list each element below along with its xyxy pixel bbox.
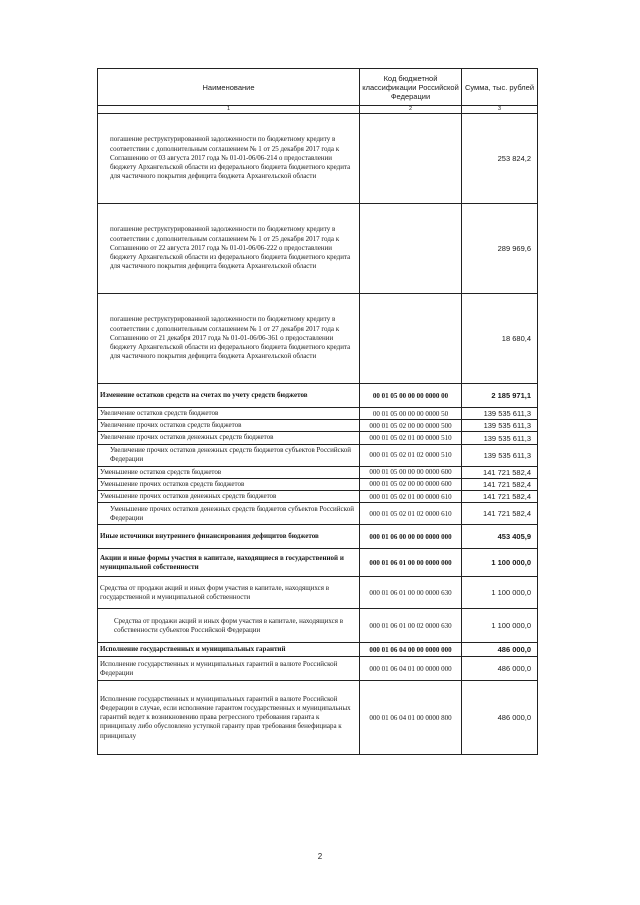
row-name: Увеличение остатков средств бюджетов [98, 408, 360, 420]
table-row [98, 444, 538, 466]
table-row [98, 609, 538, 643]
column-number: 2 [360, 106, 462, 114]
row-amount: 141 721 582,4 [462, 478, 538, 490]
row-code: 00 01 05 00 00 00 0000 00 [360, 384, 462, 408]
row-amount: 486 000,0 [462, 681, 538, 755]
row-name: Средства от продажи акций и иных форм участия в капитале, находящихся в собственности субъектов Российской Федерации [98, 609, 360, 643]
row-amount: 1 100 000,0 [462, 577, 538, 609]
row-name: погашение реструктурированной задолженности по бюджетному кредиту в соответствии с дополнительным соглашением № 1 от 25 декабря 2017 года к Соглашению от 03 августа 2017 года № 01-01-06/06-214 о предоставлении бюджету Архангельской области из федерального бюджета бюджетного кредита для частичного покрытия дефицита бюджета Архангельской области [98, 114, 360, 204]
row-name: Исполнение государственных и муниципальных гарантий [98, 643, 360, 657]
table-row [98, 491, 538, 503]
row-amount: 289 969,6 [462, 204, 538, 294]
table-row [98, 657, 538, 681]
row-code: 000 01 05 02 01 00 0000 510 [360, 432, 462, 444]
row-amount: 253 824,2 [462, 114, 538, 204]
table-row [98, 408, 538, 420]
row-amount: 141 721 582,4 [462, 466, 538, 478]
row-name: Изменение остатков средств на счетах по учету средств бюджетов [98, 384, 360, 408]
table-row [98, 643, 538, 657]
row-code: 000 01 06 04 01 00 0000 800 [360, 681, 462, 755]
header-name: Наименование [98, 69, 360, 106]
column-number: 3 [462, 106, 538, 114]
column-number: 1 [98, 106, 360, 114]
row-amount: 453 405,9 [462, 525, 538, 549]
row-name: погашение реструктурированной задолженности по бюджетному кредиту в соответствии с дополнительным соглашением № 1 от 25 декабря 2017 года к Соглашению от 22 августа 2017 года № 01-01-06/06-222 о предоставлении бюджету Архангельской области из федерального бюджета бюджетного кредита для частичного покрытия дефицита бюджета Архангельской области [98, 204, 360, 294]
row-name: Увеличение прочих остатков денежных средств бюджетов [98, 432, 360, 444]
row-code [360, 204, 462, 294]
row-amount: 139 535 611,3 [462, 432, 538, 444]
header-code: Код бюджетной классификации Российской Федерации [360, 69, 462, 106]
row-amount: 139 535 611,3 [462, 444, 538, 466]
row-name: погашение реструктурированной задолженности по бюджетному кредиту в соответствии с дополнительным соглашением № 1 от 27 декабря 2017 года к Соглашению от 21 декабря 2017 года № 01-01-06/06-361 о предоставлении бюджету Архангельской области из федерального бюджета бюджетного кредита для частичного покрытия дефицита бюджета Архангельской области [98, 294, 360, 384]
row-name: Исполнение государственных и муниципальных гарантий в валюте Российской Федерации [98, 657, 360, 681]
table-row [98, 466, 538, 478]
row-amount: 1 100 000,0 [462, 549, 538, 577]
row-name: Средства от продажи акций и иных форм участия в капитале, находящихся в государственной и муниципальной собственности [98, 577, 360, 609]
table-row [98, 294, 538, 384]
row-name: Уменьшение прочих остатков денежных средств бюджетов субъектов Российской Федерации [98, 503, 360, 525]
row-code [360, 114, 462, 204]
row-code: 000 01 06 01 00 02 0000 630 [360, 609, 462, 643]
row-name: Уменьшение прочих остатков средств бюджетов [98, 478, 360, 490]
row-code: 000 01 06 01 00 00 0000 630 [360, 577, 462, 609]
row-code: 000 01 06 01 00 00 0000 000 [360, 549, 462, 577]
row-amount: 486 000,0 [462, 643, 538, 657]
row-code: 000 01 05 02 01 02 0000 510 [360, 444, 462, 466]
row-code: 000 01 05 02 01 00 0000 610 [360, 491, 462, 503]
row-name: Увеличение прочих остатков средств бюджетов [98, 420, 360, 432]
table-row [98, 503, 538, 525]
row-amount: 139 535 611,3 [462, 420, 538, 432]
row-code: 000 01 05 02 00 00 0000 600 [360, 478, 462, 490]
row-code [360, 294, 462, 384]
row-code: 000 01 05 02 00 00 0000 500 [360, 420, 462, 432]
table-row [98, 432, 538, 444]
row-name: Увеличение прочих остатков денежных средств бюджетов субъектов Российской Федерации [98, 444, 360, 466]
row-name: Исполнение государственных и муниципальных гарантий в валюте Российской Федерации в случае, если исполнение гарантом государственных и муниципальных гарантий ведет к возникновению права регрессного требования гаранта к принципалу либо обусловлено уступкой гаранту прав требования бенефициара к принципалу [98, 681, 360, 755]
row-code: 000 01 05 00 00 00 0000 600 [360, 466, 462, 478]
table-row [98, 549, 538, 577]
row-code: 000 01 06 04 00 00 0000 000 [360, 643, 462, 657]
table-header-row [98, 69, 538, 106]
page-number: 2 [317, 852, 323, 861]
row-amount: 1 100 000,0 [462, 609, 538, 643]
row-code: 000 01 06 04 01 00 0000 000 [360, 657, 462, 681]
table-row [98, 525, 538, 549]
row-name: Акции и иные формы участия в капитале, находящиеся в государственной и муниципальной собственности [98, 549, 360, 577]
row-name: Иные источники внутреннего финансирования дефицитов бюджетов [98, 525, 360, 549]
row-amount: 139 535 611,3 [462, 408, 538, 420]
row-amount: 141 721 582,4 [462, 491, 538, 503]
row-name: Уменьшение остатков средств бюджетов [98, 466, 360, 478]
table-row [98, 681, 538, 755]
row-amount: 141 721 582,4 [462, 503, 538, 525]
table-row [98, 204, 538, 294]
table-row [98, 420, 538, 432]
table-row [98, 577, 538, 609]
column-numbers-row [98, 106, 538, 114]
row-code: 000 01 06 00 00 00 0000 000 [360, 525, 462, 549]
header-sum: Сумма, тыс. рублей [462, 69, 538, 106]
row-name: Уменьшение прочих остатков денежных средств бюджетов [98, 491, 360, 503]
table-row [98, 114, 538, 204]
row-amount: 486 000,0 [462, 657, 538, 681]
row-code: 00 01 05 00 00 00 0000 50 [360, 408, 462, 420]
sources-table [97, 68, 538, 755]
row-code: 000 01 05 02 01 02 0000 610 [360, 503, 462, 525]
row-amount: 18 680,4 [462, 294, 538, 384]
table-row [98, 384, 538, 408]
table-row [98, 478, 538, 490]
row-amount: 2 185 971,1 [462, 384, 538, 408]
